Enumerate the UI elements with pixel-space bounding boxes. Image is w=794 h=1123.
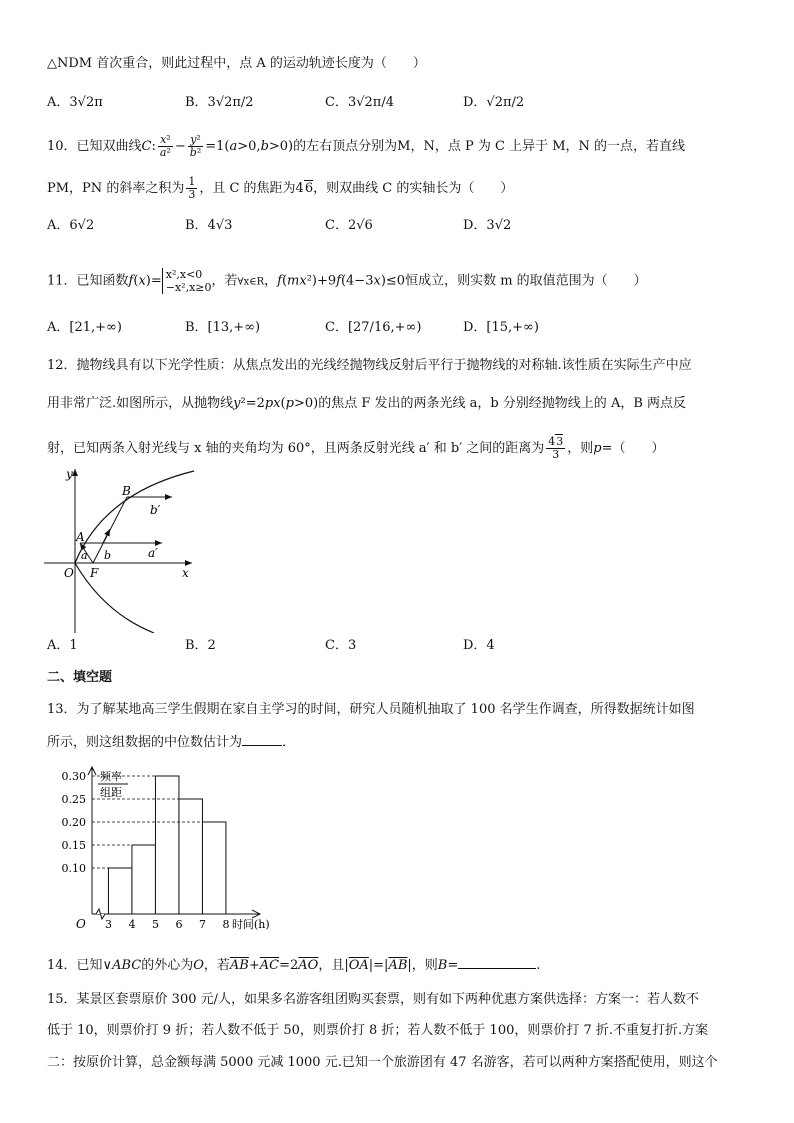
q11-stem: 11．已知函数f(x)= x²,x<0 −x²,x≥0，若∀x∈R，f(mx²)+9f(4−3x)≤0恒成立，则实数 m 的取值范围为（ ）	[47, 268, 647, 294]
ray-b-arrow	[103, 529, 110, 543]
hist-ylabel-bottom: 组距	[100, 786, 122, 799]
hist-ytick-label: 0.25	[61, 793, 86, 806]
hist-xtick-label: 3	[104, 918, 112, 931]
fig-label-b-prime: b′	[150, 503, 161, 517]
q10-stem-line2: PM，PN 的斜率之积为 $\frac{1}{3}$ ，且 C 的焦距为46，则双曲线 C 的实轴长为（ ）	[47, 175, 514, 201]
section-fill-in-title: 二、填空题	[47, 670, 113, 685]
hist-xtick-label: 8	[222, 918, 230, 931]
q10-option-c: C．2√6	[325, 218, 373, 233]
q15-stem-line1: 15．某景区套票原价 300 元/人，如果多名游客组团购买套票，则有如下两种优惠方案供选择：方案一：若人数不	[47, 992, 700, 1007]
q12-stem-line1: 12．抛物线具有以下光学性质：从焦点发出的光线经抛物线反射后平行于抛物线的对称轴.该性质在实际生产中应	[47, 358, 692, 373]
fig-label-a-prime: a′	[148, 546, 158, 560]
q9-option-d: D．√2π/2	[463, 95, 525, 110]
q10-option-a: A．6√2	[47, 218, 95, 233]
hist-ylabel-top: 频率	[100, 770, 122, 783]
q14-answer-blank[interactable]	[458, 956, 536, 969]
hist-axis-break	[96, 909, 105, 919]
hist-xlabel: 时间(h)	[231, 918, 270, 931]
q13-stem-line1: 13．为了解某地高三学生假期在家自主学习的时间，研究人员随机抽取了 100 名学生作调查，所得数据统计如图	[47, 702, 695, 717]
q11-option-a: A．[21,+∞)	[47, 320, 122, 335]
hist-bar	[202, 822, 226, 914]
q14-stem: 14．已知∨ABC的外心为O，若$\overline{AB}+\overline{AC}=2\overline{AO}$，且$|\overline{OA}|=|\overline{AB}|$，则B= .	[47, 958, 541, 973]
hist-bar	[132, 845, 156, 914]
q12-stem-line2: 用非常广泛.如图所示，从抛物线y²=2px(p>0)的焦点 F 发出的两条光线 a，b 分别经抛物线上的 A，B 两点反	[47, 396, 687, 411]
fig-label-a: a	[81, 549, 88, 562]
q11-option-c: C．[27/16,+∞)	[325, 320, 422, 335]
fig-label-y: y	[66, 467, 73, 481]
hist-xtick-label: 5	[151, 918, 159, 931]
q10-option-d: D．3√2	[463, 218, 512, 233]
q11-option-b: B．[13,+∞)	[185, 320, 261, 335]
fig-label-x: x	[182, 566, 189, 580]
q11-option-d: D．[15,+∞)	[463, 320, 539, 335]
frequency-histogram	[44, 762, 274, 934]
q12-stem-line3: 射，已知两条入射光线与 x 轴的夹角均为 60°，且两条反射光线 a′ 和 b′ 之间的距离为 $\frac{43}{3}$ ，则p=（ ）	[47, 435, 665, 461]
q12-option-b: B．2	[185, 638, 216, 653]
fig-label-o: O	[64, 566, 74, 580]
q9-stem-tail: △NDM 首次重合，则此过程中，点 A 的运动轨迹长度为（ ）	[47, 56, 426, 71]
hist-xtick-label: 7	[198, 918, 206, 931]
hist-ytick-label: 0.20	[61, 816, 86, 829]
hist-bar	[155, 776, 179, 914]
parabola-curve	[75, 471, 194, 633]
q9-option-c: C．3√2π/4	[325, 95, 394, 110]
fig-label-b: b	[104, 549, 112, 562]
fig-label-a-point: A	[76, 530, 85, 544]
hist-ytick-label: 0.30	[61, 770, 86, 783]
hist-ytick-label: 0.10	[61, 862, 86, 875]
q12-option-d: D．4	[463, 638, 495, 653]
fig-label-b-point: B	[122, 484, 131, 498]
hist-xtick-label: 4	[128, 918, 136, 931]
q13-answer-blank[interactable]	[242, 733, 282, 746]
q9-option-b: B．3√2π/2	[185, 95, 254, 110]
q12-option-a: A．1	[47, 638, 78, 653]
q9-option-a: A．3√2π	[47, 95, 103, 110]
hist-bar	[108, 868, 132, 914]
hist-bar	[179, 799, 203, 914]
q13-stem-line2: 所示，则这组数据的中位数估计为 ．	[47, 735, 296, 750]
q12-option-c: C．3	[325, 638, 357, 653]
hist-xtick-label: 6	[175, 918, 183, 931]
hist-origin-label: O	[76, 917, 86, 931]
fig-label-f: F	[90, 566, 99, 580]
hist-ytick-label: 0.15	[61, 839, 86, 852]
q15-stem-line2: 低于 10，则票价打 9 折；若人数不低于 50，则票价打 8 折；若人数不低于 100，则票价打 7 折.不重复打折.方案	[47, 1023, 709, 1038]
q10-stem-line1: 10．已知双曲线C: $\frac{\text{x²}}{\text{a²}}$ − $\frac{\text{y²}}{\text{b²}}$ =1(a>0,b>0)的左右顶点分别为M，N，点 P 为 C 上异于 M，N 的一点，若直线	[47, 133, 686, 159]
q10-option-b: B．4√3	[185, 218, 233, 233]
parabola-figure	[44, 463, 204, 633]
q15-stem-line3: 二：按原价计算，总金额每满 5000 元减 1000 元.已知一个旅游团有 47 名游客，若可以两种方案搭配使用，则这个	[47, 1055, 718, 1070]
